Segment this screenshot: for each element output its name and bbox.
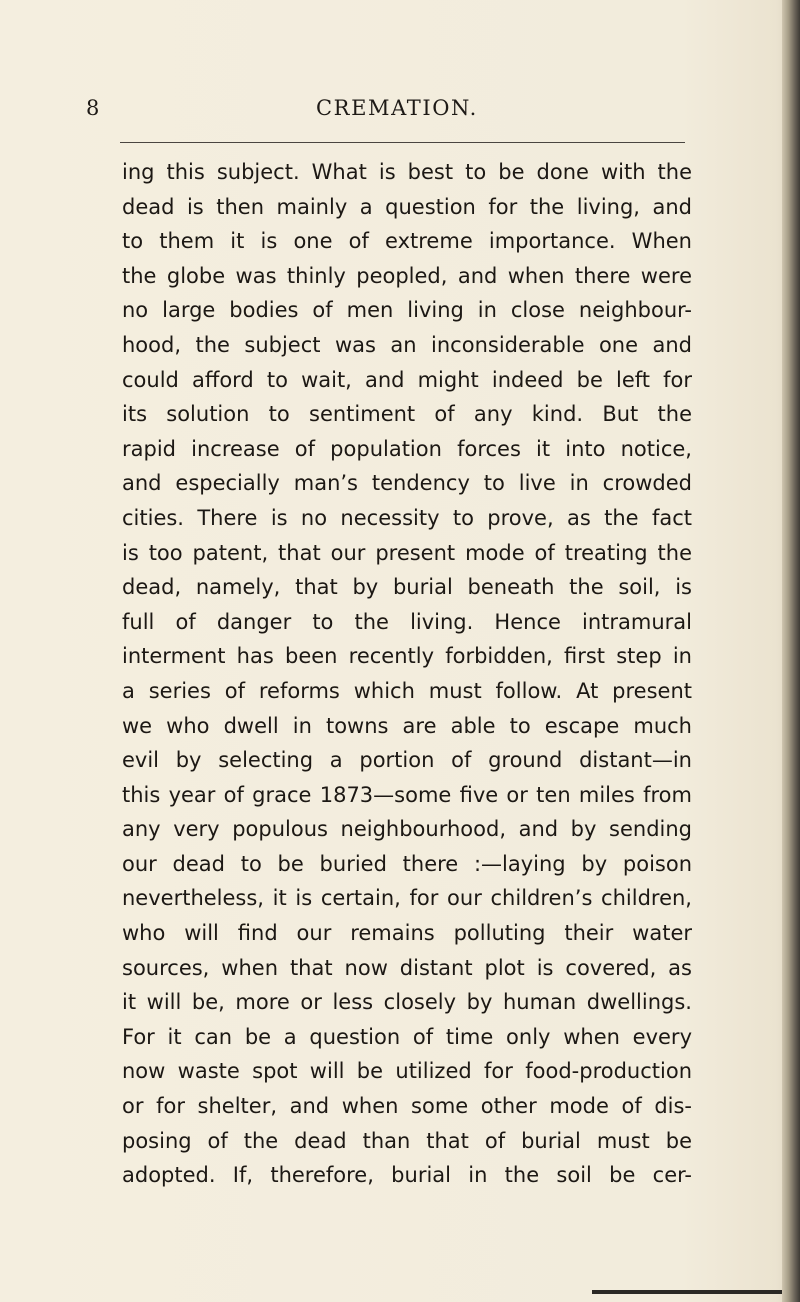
text-line: evil by selecting a portion of ground distant—in: [122, 748, 692, 773]
text-line: full of danger to the living. Hence intramural: [122, 609, 692, 634]
text-line: or for shelter, and when some other mode of dis-: [122, 1094, 692, 1119]
text-line: its solution to sentiment of any kind. But the: [122, 402, 692, 427]
page-edge-shadow: [782, 0, 800, 1302]
text-line: to them it is one of extreme importance. When: [122, 229, 692, 254]
page-header: [86, 96, 686, 126]
text-line: a series of reforms which must follow. At present: [122, 678, 692, 703]
running-title: CREMATION.: [316, 96, 478, 120]
text-line: cities. There is no necessity to prove, as the fact: [122, 505, 692, 530]
text-line: ing this subject. What is best to be done with the: [122, 160, 692, 184]
text-line: posing of the dead than that of burial must be: [122, 1128, 692, 1153]
text-line: For it can be a question of time only when every: [122, 1024, 692, 1049]
header-rule: [120, 142, 685, 143]
text-line: nevertheless, it is certain, for our children’s children,: [122, 886, 692, 911]
text-line: dead, namely, that by burial beneath the soil, is: [122, 575, 692, 600]
text-line: this year of grace 1873—some five or ten miles from: [122, 782, 692, 807]
text-line: any very populous neighbourhood, and by sending: [122, 817, 692, 842]
body-paragraph: [122, 155, 692, 1193]
text-line: could afford to wait, and might indeed be left for: [122, 367, 692, 392]
text-line: dead is then mainly a question for the living, and: [122, 194, 692, 219]
text-line: it will be, more or less closely by human dwellings.: [122, 990, 692, 1015]
text-line: we who dwell in towns are able to escape much: [122, 713, 692, 738]
text-line: who will find our remains polluting their water: [122, 921, 692, 946]
text-line: hood, the subject was an inconsiderable one and: [122, 332, 692, 357]
text-line: interment has been recently forbidden, first step in: [122, 644, 692, 669]
text-line: sources, when that now distant plot is covered, as: [122, 955, 692, 980]
text-line: now waste spot will be utilized for food-production: [122, 1059, 692, 1084]
text-line: no large bodies of men living in close neighbour-: [122, 298, 692, 323]
page-number: 8: [86, 96, 100, 120]
text-line: rapid increase of population forces it into notice,: [122, 436, 692, 461]
bottom-edge-mark: [592, 1290, 782, 1294]
text-line: and especially man’s tendency to live in crowded: [122, 471, 692, 496]
text-line: adopted. If, therefore, burial in the soil be cer-: [122, 1163, 692, 1188]
text-line: the globe was thinly peopled, and when there were: [122, 263, 692, 288]
text-line: our dead to be buried there :—laying by poison: [122, 851, 692, 876]
text-line: is too patent, that our present mode of treating the: [122, 540, 692, 565]
